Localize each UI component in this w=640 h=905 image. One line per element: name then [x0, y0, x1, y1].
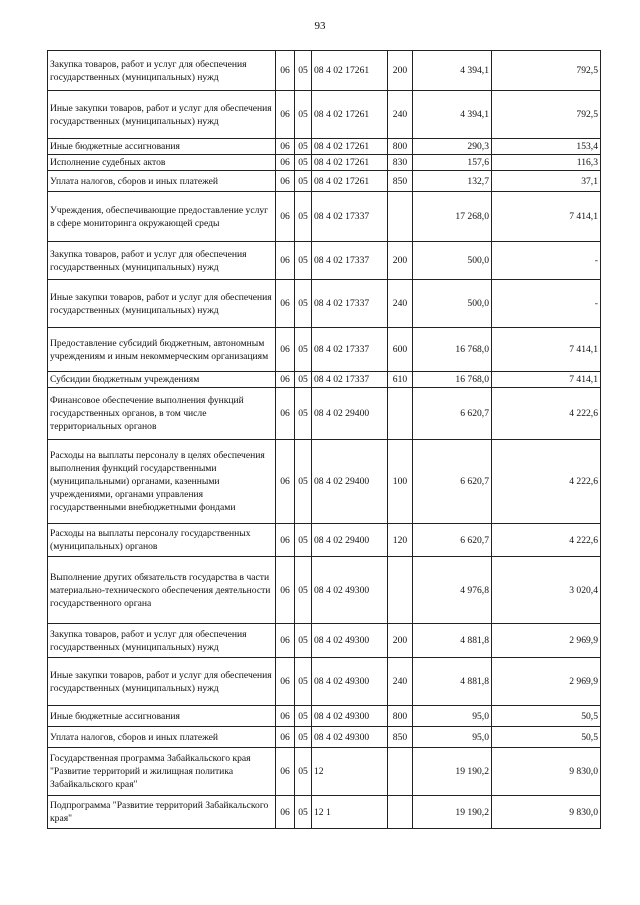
- row-sum-1: 4 394,1: [413, 51, 492, 91]
- row-subsection: 05: [295, 155, 312, 171]
- row-sum-1: 500,0: [413, 280, 492, 328]
- row-expense-type: 850: [388, 171, 413, 192]
- row-sum-1: 4 881,8: [413, 658, 492, 706]
- row-name: Уплата налогов, сборов и иных платежей: [48, 171, 276, 192]
- row-section: 06: [276, 192, 295, 242]
- row-subsection: 05: [295, 658, 312, 706]
- table-row: [48, 624, 601, 658]
- row-expense-type: 800: [388, 139, 413, 155]
- row-expense-type: [388, 388, 413, 440]
- row-target-article: 08 4 02 17337: [312, 242, 388, 280]
- row-sum-1: 19 190,2: [413, 748, 492, 796]
- row-expense-type: [388, 796, 413, 829]
- row-name: Иные бюджетные ассигнования: [48, 139, 276, 155]
- row-expense-type: 240: [388, 91, 413, 139]
- row-section: 06: [276, 748, 295, 796]
- row-sum-1: 16 768,0: [413, 328, 492, 372]
- row-sum-1: 4 394,1: [413, 91, 492, 139]
- row-expense-type: 610: [388, 372, 413, 388]
- row-expense-type: 240: [388, 658, 413, 706]
- row-name: Иные закупки товаров, работ и услуг для обеспечения государственных (муниципальных) нужд: [48, 91, 276, 139]
- row-name: Расходы на выплаты персоналу в целях обеспечения выполнения функций государственными (муниципальными) органами, казенными учреждениями, органами управления государственными внебюджетными фондами: [48, 440, 276, 524]
- row-section: 06: [276, 139, 295, 155]
- row-target-article: 08 4 02 17337: [312, 372, 388, 388]
- row-sum-1: 132,7: [413, 171, 492, 192]
- table-row: [48, 51, 601, 91]
- row-expense-type: [388, 192, 413, 242]
- row-name: Иные бюджетные ассигнования: [48, 706, 276, 727]
- row-sum-1: 4 976,8: [413, 557, 492, 624]
- row-section: 06: [276, 440, 295, 524]
- row-sum-2: 792,5: [492, 51, 601, 91]
- row-section: 06: [276, 706, 295, 727]
- row-section: 06: [276, 51, 295, 91]
- table-row: [48, 139, 601, 155]
- row-target-article: 08 4 02 49300: [312, 658, 388, 706]
- row-target-article: 08 4 02 49300: [312, 706, 388, 727]
- row-expense-type: [388, 557, 413, 624]
- row-name: Финансовое обеспечение выполнения функций государственных органов, в том числе территориальных органов: [48, 388, 276, 440]
- row-target-article: 08 4 02 49300: [312, 557, 388, 624]
- row-target-article: 08 4 02 49300: [312, 727, 388, 748]
- row-name: Закупка товаров, работ и услуг для обеспечения государственных (муниципальных) нужд: [48, 624, 276, 658]
- row-sum-2: 7 414,1: [492, 192, 601, 242]
- row-subsection: 05: [295, 727, 312, 748]
- table-row: [48, 171, 601, 192]
- row-target-article: 08 4 02 17337: [312, 192, 388, 242]
- row-sum-2: 7 414,1: [492, 328, 601, 372]
- row-name: Предоставление субсидий бюджетным, автономным учреждениям и иным некоммерческим организациям: [48, 328, 276, 372]
- row-sum-1: 6 620,7: [413, 440, 492, 524]
- row-section: 06: [276, 624, 295, 658]
- row-section: 06: [276, 658, 295, 706]
- row-expense-type: 600: [388, 328, 413, 372]
- row-sum-2: 50,5: [492, 706, 601, 727]
- row-subsection: 05: [295, 280, 312, 328]
- row-subsection: 05: [295, 706, 312, 727]
- row-subsection: 05: [295, 388, 312, 440]
- row-sum-1: 19 190,2: [413, 796, 492, 829]
- row-subsection: 05: [295, 372, 312, 388]
- row-subsection: 05: [295, 192, 312, 242]
- row-sum-1: 95,0: [413, 706, 492, 727]
- row-section: 06: [276, 171, 295, 192]
- row-name: Закупка товаров, работ и услуг для обеспечения государственных (муниципальных) нужд: [48, 51, 276, 91]
- table-row: [48, 372, 601, 388]
- row-subsection: 05: [295, 242, 312, 280]
- row-target-article: 08 4 02 49300: [312, 624, 388, 658]
- row-sum-2: 37,1: [492, 171, 601, 192]
- row-sum-1: 290,3: [413, 139, 492, 155]
- row-target-article: 12: [312, 748, 388, 796]
- row-section: 06: [276, 328, 295, 372]
- row-name: Расходы на выплаты персоналу государственных (муниципальных) органов: [48, 524, 276, 557]
- row-name: Уплата налогов, сборов и иных платежей: [48, 727, 276, 748]
- row-sum-1: 4 881,8: [413, 624, 492, 658]
- row-sum-2: 792,5: [492, 91, 601, 139]
- row-section: 06: [276, 91, 295, 139]
- row-sum-1: 17 268,0: [413, 192, 492, 242]
- row-subsection: 05: [295, 91, 312, 139]
- table-row: [48, 796, 601, 829]
- row-subsection: 05: [295, 440, 312, 524]
- row-name: Учреждения, обеспечивающие предоставление услуг в сфере мониторинга окружающей среды: [48, 192, 276, 242]
- row-subsection: 05: [295, 139, 312, 155]
- row-target-article: 08 4 02 17261: [312, 139, 388, 155]
- row-name: Закупка товаров, работ и услуг для обеспечения государственных (муниципальных) нужд: [48, 242, 276, 280]
- row-expense-type: 240: [388, 280, 413, 328]
- row-expense-type: 830: [388, 155, 413, 171]
- table-row: [48, 388, 601, 440]
- row-sum-2: 4 222,6: [492, 524, 601, 557]
- table-row: [48, 192, 601, 242]
- row-expense-type: 850: [388, 727, 413, 748]
- row-target-article: 08 4 02 29400: [312, 440, 388, 524]
- row-expense-type: 120: [388, 524, 413, 557]
- table-row: [48, 155, 601, 171]
- row-sum-2: 3 020,4: [492, 557, 601, 624]
- row-subsection: 05: [295, 328, 312, 372]
- row-sum-1: 6 620,7: [413, 524, 492, 557]
- row-section: 06: [276, 388, 295, 440]
- table-row: [48, 242, 601, 280]
- row-section: 06: [276, 372, 295, 388]
- row-sum-1: 157,6: [413, 155, 492, 171]
- row-target-article: 08 4 02 17337: [312, 328, 388, 372]
- table-row: [48, 328, 601, 372]
- row-name: Иные закупки товаров, работ и услуг для обеспечения государственных (муниципальных) нужд: [48, 280, 276, 328]
- table-row: [48, 557, 601, 624]
- row-sum-2: 153,4: [492, 139, 601, 155]
- row-sum-2: 2 969,9: [492, 624, 601, 658]
- table-row: [48, 280, 601, 328]
- row-sum-1: 95,0: [413, 727, 492, 748]
- row-sum-2: 116,3: [492, 155, 601, 171]
- row-target-article: 12 1: [312, 796, 388, 829]
- row-sum-2: 4 222,6: [492, 388, 601, 440]
- row-sum-2: 9 830,0: [492, 748, 601, 796]
- row-subsection: 05: [295, 796, 312, 829]
- row-section: 06: [276, 155, 295, 171]
- table-row: [48, 706, 601, 727]
- row-subsection: 05: [295, 624, 312, 658]
- row-expense-type: 800: [388, 706, 413, 727]
- table-row: [48, 727, 601, 748]
- page-number: 93: [314, 20, 326, 32]
- row-sum-2: 4 222,6: [492, 440, 601, 524]
- row-name: Выполнение других обязательств государства в части материально-технического обеспечения деятельности государственного органа: [48, 557, 276, 624]
- table-row: [48, 748, 601, 796]
- row-sum-2: 2 969,9: [492, 658, 601, 706]
- row-sum-2: 7 414,1: [492, 372, 601, 388]
- row-sum-2: -: [492, 280, 601, 328]
- row-expense-type: 200: [388, 242, 413, 280]
- row-sum-1: 500,0: [413, 242, 492, 280]
- row-section: 06: [276, 242, 295, 280]
- row-expense-type: 100: [388, 440, 413, 524]
- row-section: 06: [276, 727, 295, 748]
- row-subsection: 05: [295, 557, 312, 624]
- row-sum-1: 16 768,0: [413, 372, 492, 388]
- row-subsection: 05: [295, 748, 312, 796]
- budget-table: [47, 50, 601, 829]
- row-name: Иные закупки товаров, работ и услуг для обеспечения государственных (муниципальных) нужд: [48, 658, 276, 706]
- row-name: Субсидии бюджетным учреждениям: [48, 372, 276, 388]
- row-name: Подпрограмма "Развитие территорий Забайкальского края": [48, 796, 276, 829]
- row-section: 06: [276, 280, 295, 328]
- row-section: 06: [276, 557, 295, 624]
- table-row: [48, 440, 601, 524]
- row-target-article: 08 4 02 17261: [312, 171, 388, 192]
- row-sum-2: 9 830,0: [492, 796, 601, 829]
- row-sum-1: 6 620,7: [413, 388, 492, 440]
- row-target-article: 08 4 02 17261: [312, 155, 388, 171]
- row-section: 06: [276, 524, 295, 557]
- row-name: Государственная программа Забайкальского края "Развитие территорий и жилищная политика Забайкальского края": [48, 748, 276, 796]
- row-section: 06: [276, 796, 295, 829]
- row-target-article: 08 4 02 29400: [312, 388, 388, 440]
- row-target-article: 08 4 02 29400: [312, 524, 388, 557]
- row-name: Исполнение судебных актов: [48, 155, 276, 171]
- row-expense-type: 200: [388, 51, 413, 91]
- row-sum-2: -: [492, 242, 601, 280]
- table-row: [48, 524, 601, 557]
- table-row: [48, 658, 601, 706]
- row-expense-type: [388, 748, 413, 796]
- row-target-article: 08 4 02 17261: [312, 51, 388, 91]
- row-target-article: 08 4 02 17337: [312, 280, 388, 328]
- row-sum-2: 50,5: [492, 727, 601, 748]
- row-subsection: 05: [295, 51, 312, 91]
- row-subsection: 05: [295, 524, 312, 557]
- row-subsection: 05: [295, 171, 312, 192]
- row-target-article: 08 4 02 17261: [312, 91, 388, 139]
- table-row: [48, 91, 601, 139]
- row-expense-type: 200: [388, 624, 413, 658]
